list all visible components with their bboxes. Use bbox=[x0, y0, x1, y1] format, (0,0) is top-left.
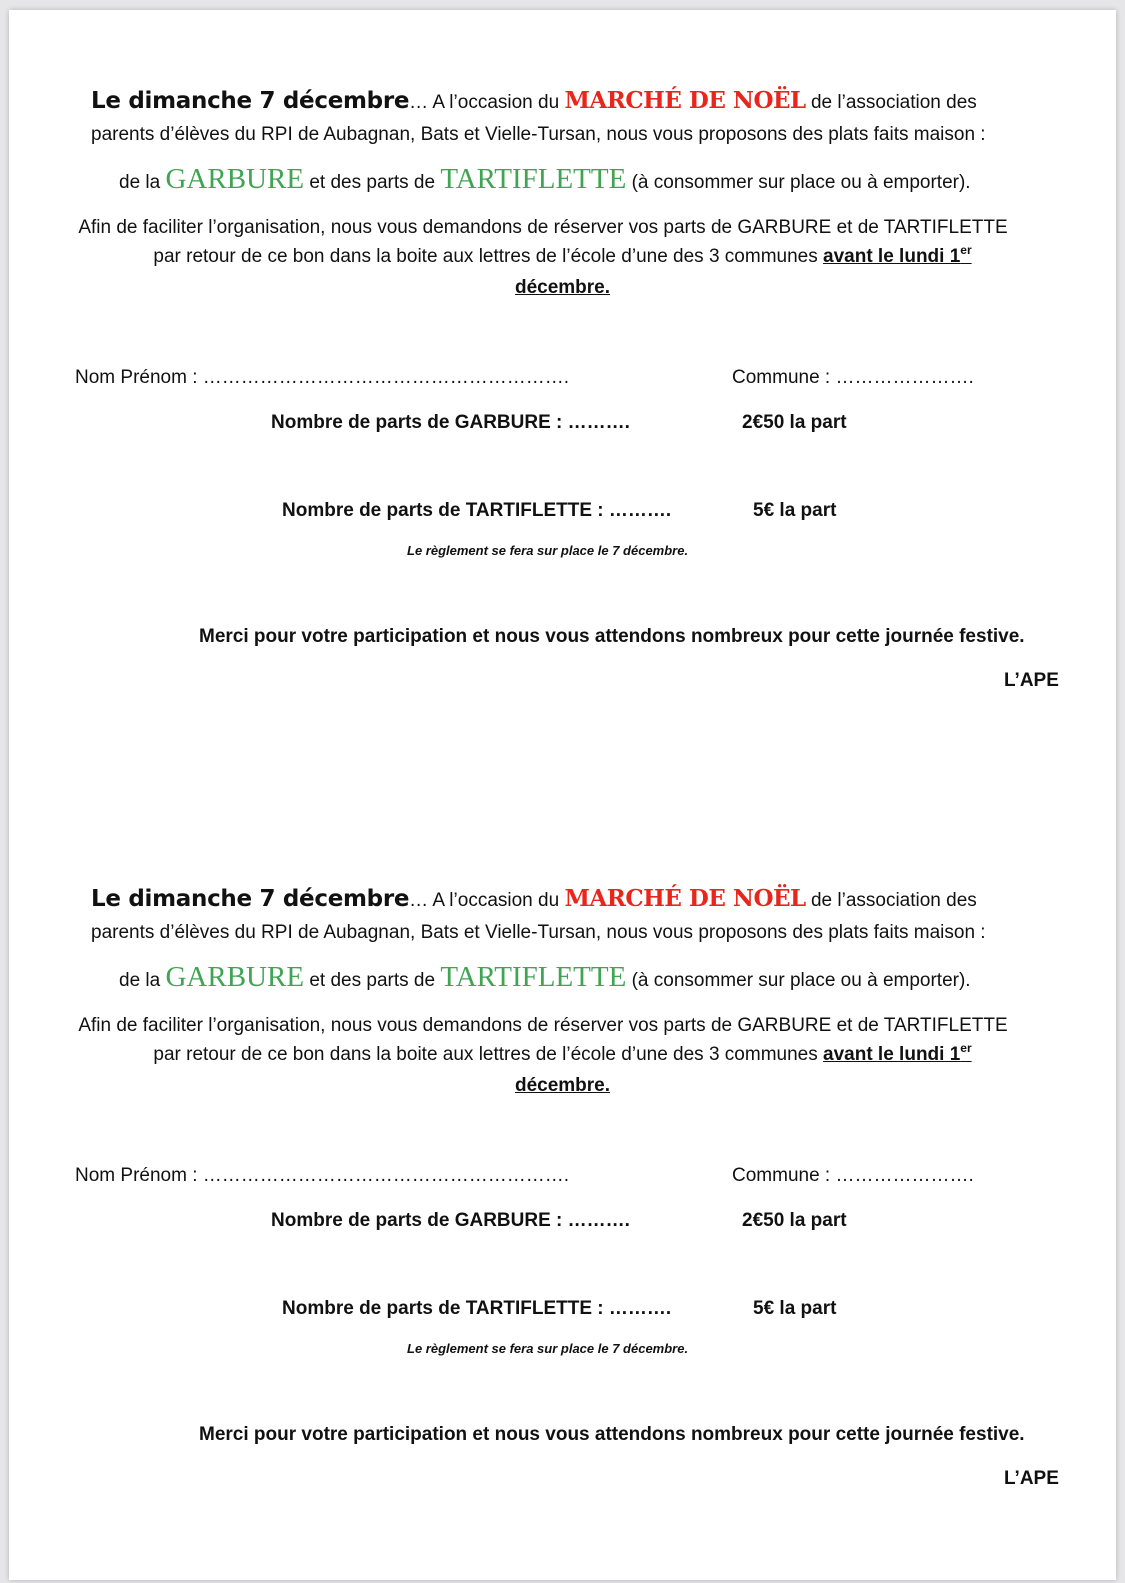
intro-date: Le dimanche 7 décembre bbox=[91, 88, 410, 114]
dish-tartiflette: TARTIFLETTE bbox=[440, 163, 627, 195]
dishes-line: de la GARBURE et des parts de TARTIFLETTE (à consommer sur place ou à emporter). bbox=[119, 163, 971, 195]
event-name: MARCHÉ DE NOËL bbox=[564, 885, 806, 912]
intro-date: Le dimanche 7 décembre bbox=[91, 886, 410, 912]
order-coupon bbox=[9, 85, 1116, 785]
intro-line: Le dimanche 7 décembre… A l’occasion du MARCHÉ DE NOËL de l’association des bbox=[91, 87, 977, 114]
intro-line-2: parents d’élèves du RPI de Aubagnan, Bats et Vielle-Tursan, nous vous proposons des plats faits maison : bbox=[91, 124, 986, 145]
tartiflette-price: 5€ la part bbox=[753, 1298, 837, 1319]
event-name: MARCHÉ DE NOËL bbox=[564, 87, 806, 114]
commune-field[interactable]: Commune : …………………. bbox=[732, 1165, 974, 1186]
signature: L’APE bbox=[1004, 670, 1059, 691]
dishes-line: de la GARBURE et des parts de TARTIFLETTE (à consommer sur place ou à emporter). bbox=[119, 961, 971, 993]
dish-garbure: GARBURE bbox=[165, 163, 305, 195]
deadline: avant le lundi 1er bbox=[823, 243, 972, 267]
tartiflette-quantity-field[interactable]: Nombre de parts de TARTIFLETTE : ………. bbox=[282, 1298, 672, 1319]
dish-garbure: GARBURE bbox=[165, 961, 305, 993]
reservation-text: Afin de faciliter l’organisation, nous vous demandons de réserver vos parts de GARBURE et de TARTIFLETTE bbox=[78, 1015, 1008, 1036]
thanks-message: Merci pour votre participation et nous vous attendons nombreux pour cette journée festive. bbox=[199, 1424, 1025, 1445]
deadline-date: décembre. bbox=[514, 277, 611, 298]
garbure-quantity-field[interactable]: Nombre de parts de GARBURE : ………. bbox=[271, 412, 630, 433]
order-coupon bbox=[9, 883, 1116, 1583]
garbure-price: 2€50 la part bbox=[742, 1210, 847, 1231]
reservation-text-2: par retour de ce bon dans la boite aux lettres de l’école d’une des 3 communes avant le lundi 1er bbox=[153, 243, 972, 267]
commune-field[interactable]: Commune : …………………. bbox=[732, 367, 974, 388]
signature: L’APE bbox=[1004, 1468, 1059, 1489]
deadline-date: décembre. bbox=[514, 1075, 611, 1096]
reservation-text-2: par retour de ce bon dans la boite aux lettres de l’école d’une des 3 communes avant le lundi 1er bbox=[153, 1041, 972, 1065]
payment-note: Le règlement se fera sur place le 7 décembre. bbox=[407, 1341, 689, 1356]
intro-line: Le dimanche 7 décembre… A l’occasion du MARCHÉ DE NOËL de l’association des bbox=[91, 885, 977, 912]
deadline: avant le lundi 1er bbox=[823, 1041, 972, 1065]
name-field[interactable]: Nom Prénom : …………………………………………………. bbox=[75, 367, 570, 388]
document-page bbox=[9, 10, 1116, 1580]
garbure-quantity-field[interactable]: Nombre de parts de GARBURE : ………. bbox=[271, 1210, 630, 1231]
intro-line-2: parents d’élèves du RPI de Aubagnan, Bats et Vielle-Tursan, nous vous proposons des plats faits maison : bbox=[91, 922, 986, 943]
dish-tartiflette: TARTIFLETTE bbox=[440, 961, 627, 993]
name-field[interactable]: Nom Prénom : …………………………………………………. bbox=[75, 1165, 570, 1186]
tartiflette-quantity-field[interactable]: Nombre de parts de TARTIFLETTE : ………. bbox=[282, 500, 672, 521]
tartiflette-price: 5€ la part bbox=[753, 500, 837, 521]
garbure-price: 2€50 la part bbox=[742, 412, 847, 433]
thanks-message: Merci pour votre participation et nous vous attendons nombreux pour cette journée festive. bbox=[199, 626, 1025, 647]
payment-note: Le règlement se fera sur place le 7 décembre. bbox=[407, 543, 689, 558]
reservation-text: Afin de faciliter l’organisation, nous vous demandons de réserver vos parts de GARBURE et de TARTIFLETTE bbox=[78, 217, 1008, 238]
